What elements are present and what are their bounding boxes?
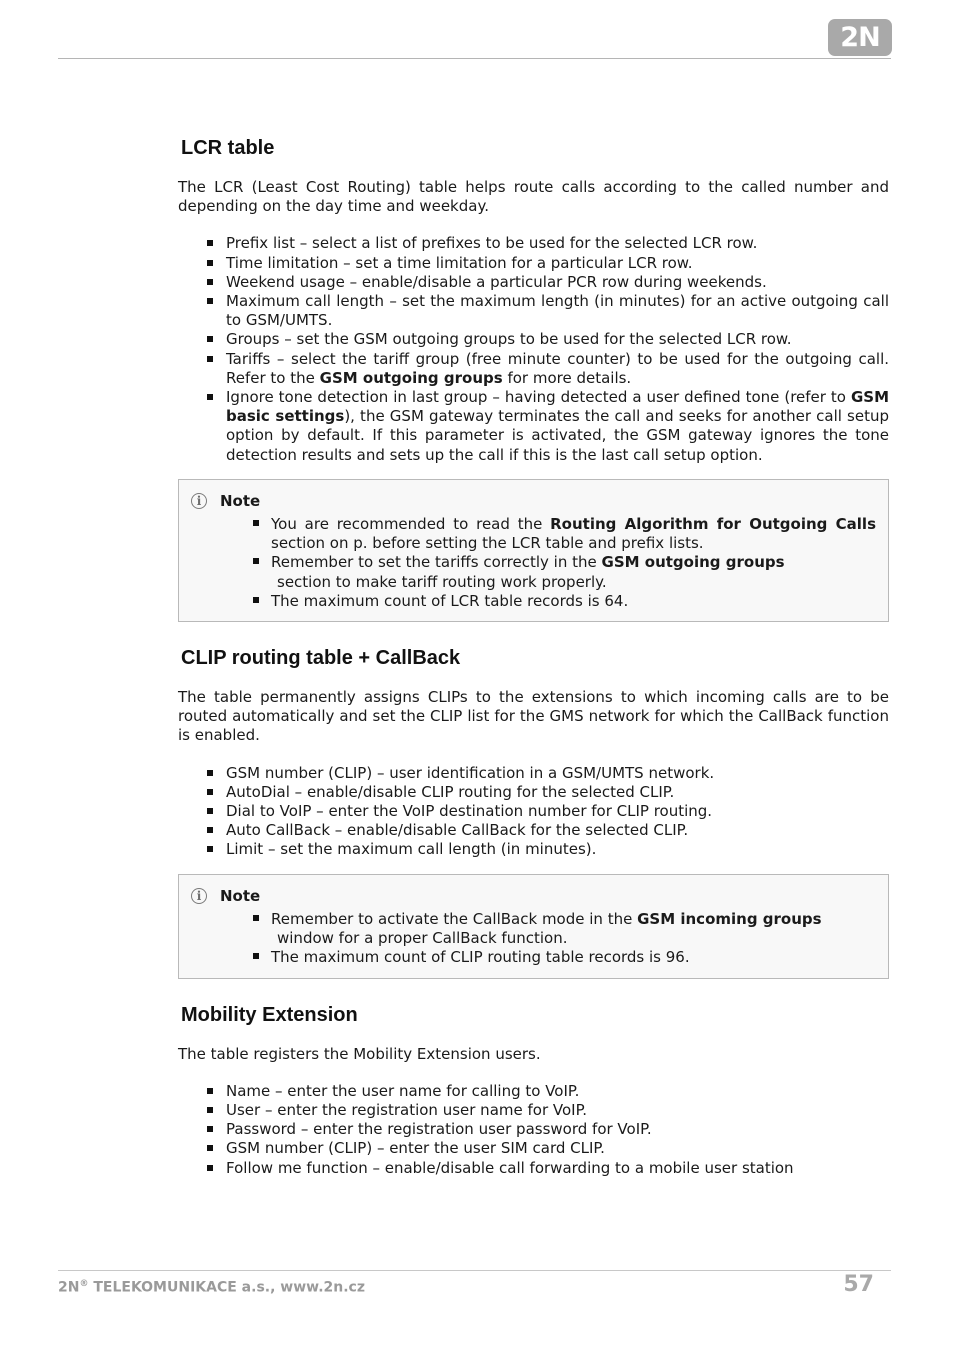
mobility-intro: The table registers the Mobility Extension users.	[178, 1044, 541, 1063]
section-title-mobility: Mobility Extension	[181, 1003, 358, 1026]
note-list	[191, 910, 876, 968]
list-item: Maximum call length – set the maximum length (in minutes) for an active outgoing call to GSM/UMTS.	[226, 292, 889, 330]
list-item: Prefix list – select a list of prefixes to be used for the selected LCR row.	[226, 234, 889, 253]
list-item	[226, 388, 889, 465]
reference-gsm-incoming-groups: GSM incoming groups	[637, 909, 822, 928]
item-text: Ignore tone detection in last group – having detected a user defined tone (refer to	[226, 388, 851, 407]
list-item: The maximum count of CLIP routing table records is 96.	[271, 948, 876, 967]
registered-mark: ®	[79, 1279, 89, 1289]
list-item: Dial to VoIP – enter the VoIP destination number for CLIP routing.	[226, 802, 889, 821]
brand-logo: 2N	[828, 19, 892, 56]
item-text: Tariffs – select the tariff group (free minute counter) to be used for the outgoing call. Refer to the	[226, 349, 889, 387]
list-item: Name – enter the user name for calling to VoIP.	[226, 1082, 889, 1101]
list-item: The maximum count of LCR table records is 64.	[271, 592, 876, 611]
item-text: Remember to activate the CallBack mode in the	[271, 909, 638, 928]
page-number: 57	[843, 1272, 874, 1297]
list-item: AutoDial – enable/disable CLIP routing for the selected CLIP.	[226, 783, 889, 802]
clip-intro: The table permanently assigns CLIPs to the extensions to which incoming calls are to be routed automatically and set the CLIP list for the GMS network for which the CallBack function is enabled.	[178, 688, 889, 745]
page-content	[178, 130, 889, 1178]
note-header	[191, 887, 876, 906]
item-text: window for a proper CallBack function.	[277, 929, 568, 948]
reference-routing-algorithm: Routing Algorithm for Outgoing Calls	[550, 515, 877, 534]
reference-gsm-outgoing-groups: GSM outgoing groups	[319, 368, 503, 387]
list-item: Auto CallBack – enable/disable CallBack for the selected CLIP.	[226, 821, 889, 840]
list-item	[271, 515, 876, 553]
item-text: section to make tariff routing work properly.	[277, 572, 607, 591]
note-title: Note	[220, 491, 261, 510]
list-item: GSM number (CLIP) – user identification in a GSM/UMTS network.	[226, 764, 889, 783]
footer-brand: 2N	[58, 1279, 80, 1296]
clip-parameter-list	[178, 764, 889, 860]
item-text: Remember to set the tariffs correctly in the	[271, 553, 602, 572]
item-text: You are recommended to read the	[271, 515, 551, 534]
list-item: User – enter the registration user name for VoIP.	[226, 1101, 889, 1120]
list-item: Weekend usage – enable/disable a particular PCR row during weekends.	[226, 273, 889, 292]
footer-company-text: TELEKOMUNIKACE a.s., www.2n.cz	[88, 1279, 365, 1296]
list-item: Groups – set the GSM outgoing groups to be used for the selected LCR row.	[226, 330, 889, 349]
list-item: Follow me function – enable/disable call forwarding to a mobile user station	[226, 1159, 889, 1178]
item-text: for more details.	[502, 368, 632, 387]
list-item	[271, 910, 876, 948]
section-title-lcr: LCR table	[181, 137, 275, 159]
item-text: section on p. before setting the LCR table and prefix lists.	[271, 534, 704, 553]
reference-gsm-basic-settings: GSM basic settings	[226, 388, 889, 426]
section-title-clip: CLIP routing table + CallBack	[181, 647, 461, 670]
list-item: Limit – set the maximum call length (in minutes).	[226, 840, 889, 859]
note-box-lcr	[178, 479, 889, 622]
list-item	[226, 350, 889, 388]
info-icon: i	[191, 888, 207, 904]
mobility-parameter-list	[178, 1082, 889, 1178]
footer-company	[58, 1279, 365, 1296]
info-icon: i	[191, 493, 207, 509]
reference-gsm-outgoing-groups: GSM outgoing groups	[601, 553, 785, 572]
footer-divider	[58, 1270, 891, 1271]
lcr-parameter-list	[178, 234, 889, 464]
item-text: ), the GSM gateway terminates the call and seeks for another call setup option by default. If this parameter is activated, the GSM gateway ignores the tone detection results and sets up the call if this is the last call setup option.	[226, 407, 889, 464]
list-item: GSM number (CLIP) – enter the user SIM card CLIP.	[226, 1139, 889, 1158]
list-item	[271, 553, 876, 591]
lcr-intro: The LCR (Least Cost Routing) table helps route calls according to the called number and depending on the day time and weekday.	[178, 178, 889, 216]
note-header	[191, 492, 876, 511]
header-divider	[58, 58, 891, 59]
note-box-clip	[178, 874, 889, 979]
list-item: Password – enter the registration user password for VoIP.	[226, 1120, 889, 1139]
note-title: Note	[220, 886, 261, 905]
note-list	[191, 515, 876, 611]
list-item: Time limitation – set a time limitation for a particular LCR row.	[226, 254, 889, 273]
